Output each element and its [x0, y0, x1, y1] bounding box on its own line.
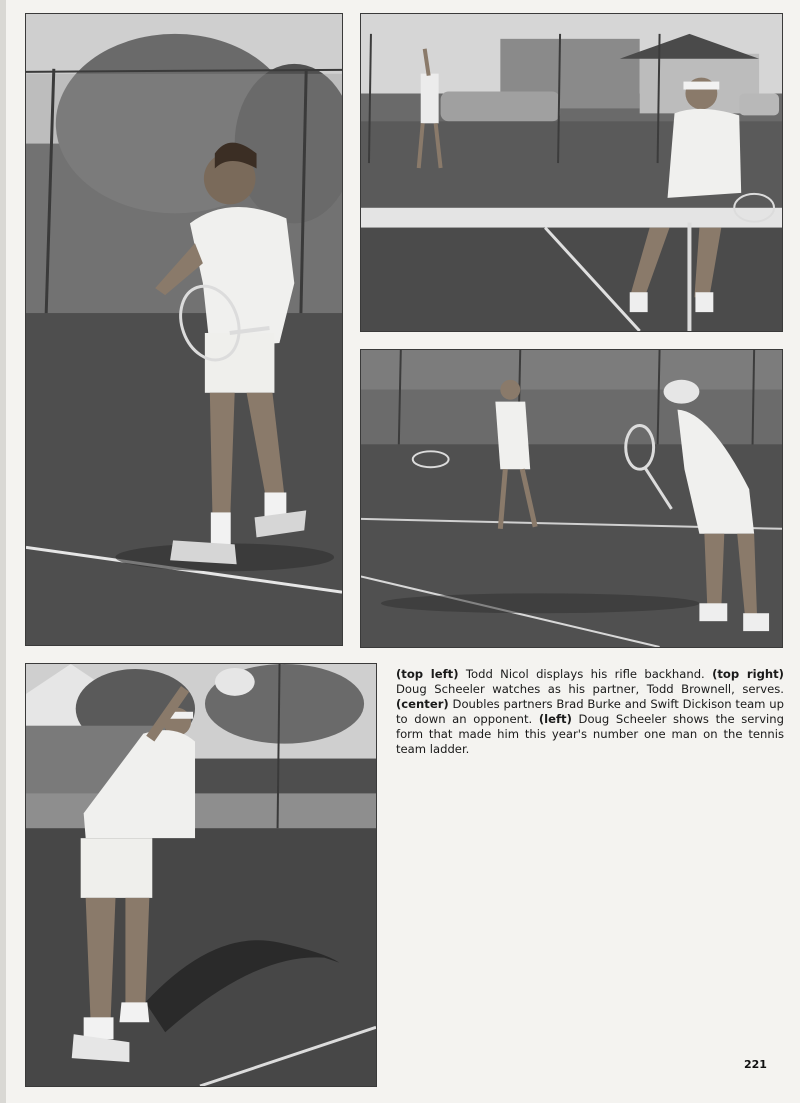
caption-tag-left: (left) — [538, 712, 572, 726]
caption-text-left: Doug Scheeler shows the serving form that made him this year's number one man on the tennis team ladder. — [396, 712, 784, 756]
photo-top-right — [360, 13, 783, 332]
tennis-backhand-image — [26, 14, 342, 645]
photo-top-left — [25, 13, 343, 646]
page-number: 221 — [744, 1058, 767, 1071]
photo-center — [360, 349, 783, 648]
tennis-serving-form-image — [26, 664, 376, 1086]
caption-tag-top-right: (top right) — [712, 667, 784, 681]
tennis-serve-image — [361, 14, 782, 331]
caption-text-top-right: Doug Scheeler watches as his partner, Todd Brownell, serves. — [396, 682, 784, 696]
page-binding-edge — [0, 0, 6, 1103]
caption-text-top-left: Todd Nicol displays his rifle backhand. — [458, 667, 713, 681]
photo-bottom-left — [25, 663, 377, 1087]
photo-caption — [396, 667, 784, 757]
caption-text-center: Doubles partners Brad Burke and Swift Dickison team up to down an opponent. — [396, 697, 784, 726]
caption-tag-center: (center) — [396, 697, 449, 711]
caption-tag-top-left: (top left) — [396, 667, 459, 681]
tennis-doubles-image — [361, 350, 782, 647]
